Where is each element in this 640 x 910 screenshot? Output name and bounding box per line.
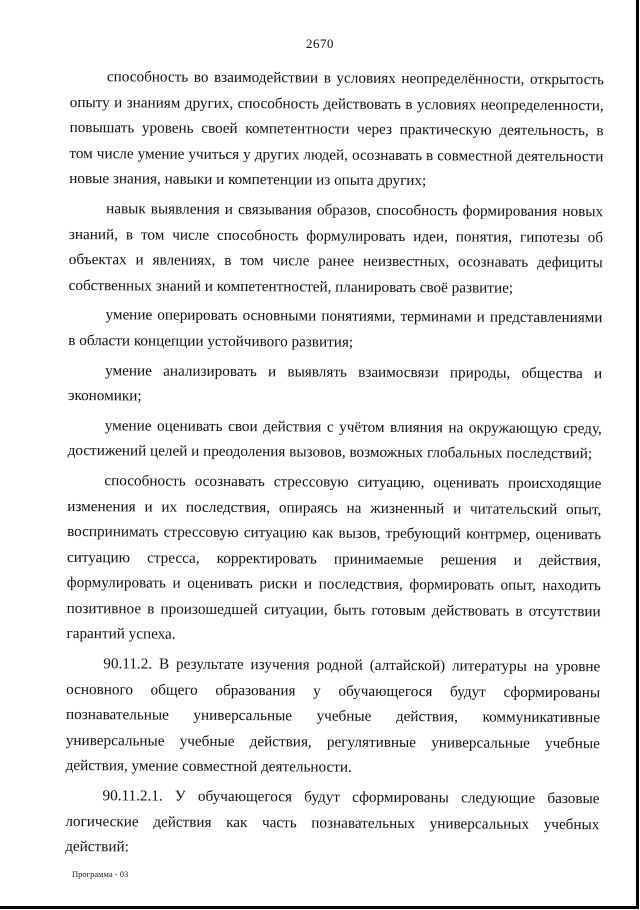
paragraph: умение оценивать свои действия с учётом влияния на окружающую среду, достижений целей и преодоления вызовов, возможных глобальных последствий; bbox=[67, 416, 602, 463]
paragraph: умение оперировать основными понятиями, терминами и представлениями в области концепции устойчивого развития; bbox=[68, 306, 603, 351]
paragraph: навык выявления и связывания образов, способность формирования новых знаний, в том числе способность формулировать идеи, понятия, гипотезы об объектах и явлениях, в том числе ранее неизвестных, осознавать дефициты собственных знаний и компетентностей, планировать своё развитие; bbox=[68, 200, 604, 297]
section-paragraph: 90.11.2.1. У обучающегося будут сформированы следующие базовые логические действия как часть познавательных универсальных учебных действий: bbox=[65, 787, 600, 856]
body-text bbox=[65, 64, 604, 867]
paragraph: умение анализировать и выявлять взаимосвязи природы, общества и экономики; bbox=[67, 361, 603, 405]
page-footer: Программа - 03 bbox=[72, 869, 129, 879]
paragraph: способность во взаимодействии в условиях неопределённости, открытость опыту и знаниям других, способность действовать в условиях неопределенности, повышать уровень своей компетентности через практическую деятельность, в том числе умение учиться у других людей, осознавать в совместной деятельности новые знания, навыки и компетенции из опыта других; bbox=[69, 68, 604, 190]
paragraph: способность осознавать стрессовую ситуацию, оценивать происходящие изменения и их последствия, опираясь на жизненный и читательский опыт, воспринимать стрессовую ситуацию как вызов, требующий контрмер, оценивать ситуацию стресса, корректировать принимаемые решения и действия, формулировать и оценивать риски и последствия, формировать опыт, находить позитивное в произошедшей ситуации, быть готовым действовать в отсутствии гарантий успеха. bbox=[66, 472, 602, 644]
section-paragraph: 90.11.2. В результате изучения родной (алтайской) литературы на уровне основного общего образования у обучающегося будут сформированы познавательные универсальные учебные действия, коммуникативные универсальные учебные действия, регулятивные универсальные учебные действия, умение совместной деятельности. bbox=[65, 655, 601, 777]
page-number: 2670 bbox=[306, 36, 334, 51]
